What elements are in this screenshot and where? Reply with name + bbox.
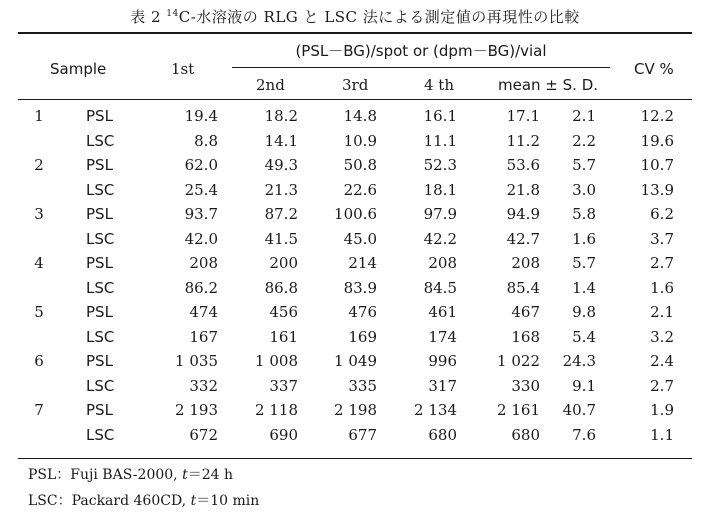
cell-first: 672 <box>189 425 218 444</box>
cell-second: 41.5 <box>264 229 298 248</box>
title-text: C-水溶液の RLG と LSC 法による測定値の再現性の比較 <box>178 8 580 26</box>
cell-fourth: 18.1 <box>423 180 457 199</box>
cell-mean: 168 <box>511 327 540 346</box>
cell-sd: 1.6 <box>572 229 596 248</box>
footnote-lsc-var: t <box>190 493 197 509</box>
cell-method: PSL <box>86 107 113 125</box>
cell-second: 456 <box>269 303 298 321</box>
cell-second: 1 008 <box>255 352 298 370</box>
title-superscript: 14 <box>166 9 179 19</box>
cell-sd: 2.2 <box>572 131 596 150</box>
header-span: (PSL－BG)/spot or (dpm－BG)/vial <box>295 42 547 60</box>
cell-first: 332 <box>189 376 218 395</box>
cell-first: 42.0 <box>184 229 218 248</box>
cell-cv: 2.1 <box>650 303 674 321</box>
footnote-lsc-value: ＝10 min <box>196 493 260 509</box>
cell-sample-number: 1 <box>34 107 44 125</box>
cell-mean: 42.7 <box>506 229 540 248</box>
cell-first: 25.4 <box>184 180 218 199</box>
cell-cv: 1.9 <box>650 401 674 419</box>
cell-mean: 53.6 <box>506 156 540 174</box>
cell-fourth: 996 <box>428 352 457 370</box>
cell-third: 14.8 <box>343 107 377 125</box>
cell-third: 83.9 <box>343 278 377 297</box>
cell-method: LSC <box>86 180 115 199</box>
table-title <box>0 6 710 27</box>
cell-first: 167 <box>189 327 218 346</box>
cell-fourth: 11.1 <box>423 131 457 150</box>
cell-second: 86.8 <box>264 278 298 297</box>
cell-mean: 680 <box>511 425 540 444</box>
cell-sd: 5.7 <box>572 254 596 272</box>
cell-third: 50.8 <box>343 156 377 174</box>
cell-cv: 6.2 <box>650 205 674 223</box>
cell-second: 337 <box>269 376 298 395</box>
cell-first: 2 193 <box>175 401 218 419</box>
cell-first: 93.7 <box>184 205 218 223</box>
cell-mean: 208 <box>511 254 540 272</box>
cell-cv: 10.7 <box>640 156 674 174</box>
cell-sample-number: 2 <box>34 156 44 174</box>
top-rule <box>18 32 692 34</box>
cell-sd: 5.4 <box>572 327 596 346</box>
header-bottom-rule <box>18 99 692 100</box>
cell-cv: 1.1 <box>650 425 674 444</box>
cell-mean: 467 <box>511 303 540 321</box>
cell-third: 677 <box>348 425 377 444</box>
cell-method: PSL <box>86 205 113 223</box>
cell-sd: 24.3 <box>562 352 596 370</box>
cell-sample-number: 4 <box>34 254 44 272</box>
cell-method: LSC <box>86 131 115 150</box>
header-fourth: 4 th <box>424 76 454 94</box>
cell-first: 474 <box>189 303 218 321</box>
cell-second: 2 118 <box>255 401 298 419</box>
header-sample: Sample <box>50 60 107 78</box>
cell-second: 87.2 <box>264 205 298 223</box>
cell-first: 1 035 <box>175 352 218 370</box>
title-prefix: 表 2 <box>130 8 167 26</box>
header-span-rule <box>232 67 610 68</box>
cell-mean: 17.1 <box>506 107 540 125</box>
cell-method: LSC <box>86 425 115 444</box>
cell-fourth: 97.9 <box>423 205 457 223</box>
cell-first: 19.4 <box>184 107 218 125</box>
cell-method: PSL <box>86 401 113 419</box>
cell-cv: 1.6 <box>650 278 674 297</box>
cell-third: 169 <box>348 327 377 346</box>
cell-sd: 5.7 <box>572 156 596 174</box>
cell-third: 335 <box>348 376 377 395</box>
cell-fourth: 16.1 <box>423 107 457 125</box>
cell-mean: 330 <box>511 376 540 395</box>
cell-fourth: 174 <box>428 327 457 346</box>
cell-fourth: 208 <box>428 254 457 272</box>
cell-method: PSL <box>86 352 113 370</box>
cell-mean: 1 022 <box>497 352 540 370</box>
cell-sd: 7.6 <box>572 425 596 444</box>
header-cv: CV % <box>634 60 674 78</box>
cell-fourth: 461 <box>428 303 457 321</box>
cell-method: LSC <box>86 278 115 297</box>
cell-third: 476 <box>348 303 377 321</box>
cell-fourth: 680 <box>428 425 457 444</box>
cell-mean: 11.2 <box>506 131 540 150</box>
cell-fourth: 84.5 <box>423 278 457 297</box>
cell-cv: 2.7 <box>650 254 674 272</box>
footnote-psl <box>28 464 233 484</box>
cell-fourth: 42.2 <box>423 229 457 248</box>
cell-second: 14.1 <box>264 131 298 150</box>
cell-second: 161 <box>269 327 298 346</box>
cell-method: LSC <box>86 376 115 395</box>
cell-first: 86.2 <box>184 278 218 297</box>
cell-sample-number: 5 <box>34 303 44 321</box>
cell-sample-number: 6 <box>34 352 44 370</box>
cell-first: 8.8 <box>194 131 218 150</box>
cell-mean: 85.4 <box>506 278 540 297</box>
cell-first: 208 <box>189 254 218 272</box>
cell-sd: 9.1 <box>572 376 596 395</box>
cell-mean: 94.9 <box>506 205 540 223</box>
footnote-psl-label: PSL：Fuji BAS-2000, <box>28 467 183 483</box>
cell-sd: 3.0 <box>572 180 596 199</box>
header-first: 1st <box>171 60 195 78</box>
cell-fourth: 52.3 <box>423 156 457 174</box>
cell-second: 690 <box>269 425 298 444</box>
cell-third: 22.6 <box>343 180 377 199</box>
bottom-rule <box>18 458 692 459</box>
cell-second: 21.3 <box>264 180 298 199</box>
footnote-lsc-label: LSC：Packard 460CD, <box>28 493 191 509</box>
cell-sample-number: 7 <box>34 401 44 419</box>
cell-sd: 1.4 <box>572 278 596 297</box>
cell-cv: 19.6 <box>640 131 674 150</box>
cell-third: 1 049 <box>334 352 377 370</box>
footnote-lsc <box>28 490 259 510</box>
cell-cv: 12.2 <box>640 107 674 125</box>
cell-method: LSC <box>86 327 115 346</box>
header-mean: mean ± S. D. <box>498 76 599 94</box>
cell-third: 10.9 <box>343 131 377 150</box>
footnote-psl-value: ＝24 h <box>187 467 233 483</box>
cell-third: 2 198 <box>334 401 377 419</box>
cell-mean: 21.8 <box>506 180 540 199</box>
cell-method: PSL <box>86 156 113 174</box>
cell-fourth: 2 134 <box>414 401 457 419</box>
cell-sample-number: 3 <box>34 205 44 223</box>
cell-third: 100.6 <box>334 205 377 223</box>
cell-third: 214 <box>348 254 377 272</box>
cell-first: 62.0 <box>184 156 218 174</box>
cell-third: 45.0 <box>343 229 377 248</box>
cell-cv: 3.7 <box>650 229 674 248</box>
cell-method: PSL <box>86 303 113 321</box>
footnote-psl-var: t <box>182 467 188 483</box>
cell-second: 49.3 <box>264 156 298 174</box>
cell-second: 200 <box>269 254 298 272</box>
header-third: 3rd <box>342 76 369 94</box>
header-second: 2nd <box>256 76 285 94</box>
cell-cv: 2.4 <box>650 352 674 370</box>
cell-second: 18.2 <box>264 107 298 125</box>
cell-sd: 2.1 <box>572 107 596 125</box>
cell-method: PSL <box>86 254 113 272</box>
cell-fourth: 317 <box>428 376 457 395</box>
cell-sd: 9.8 <box>572 303 596 321</box>
cell-method: LSC <box>86 229 115 248</box>
cell-cv: 13.9 <box>640 180 674 199</box>
cell-cv: 2.7 <box>650 376 674 395</box>
cell-sd: 5.8 <box>572 205 596 223</box>
cell-cv: 3.2 <box>650 327 674 346</box>
cell-mean: 2 161 <box>497 401 540 419</box>
cell-sd: 40.7 <box>562 401 596 419</box>
